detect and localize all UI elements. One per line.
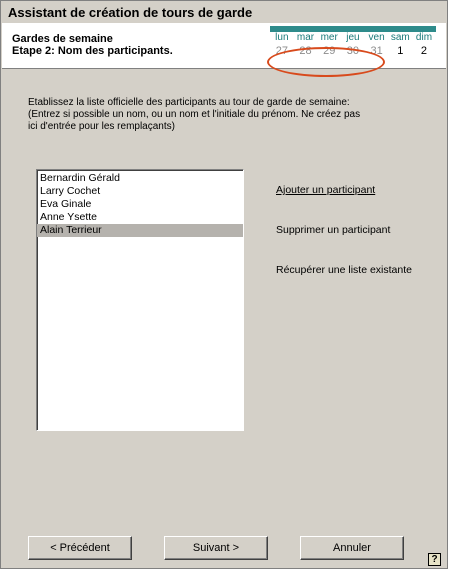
instruction-line: (Entrez si possible un nom, ou un nom et l'initiale du prénom. Ne créez pas: [28, 109, 361, 120]
calendar-date: 31: [370, 45, 383, 57]
help-icon[interactable]: ?: [428, 553, 441, 566]
calendar-day: sam: [390, 32, 410, 43]
step-subheading: Etape 2: Nom des participants.: [12, 45, 173, 57]
remove-participant-link[interactable]: Supprimer un participant: [276, 224, 391, 236]
cancel-button[interactable]: Annuler: [300, 536, 404, 560]
calendar-day: dim: [415, 32, 433, 43]
instruction-line: ici d'entrée pour les remplaçants): [28, 121, 175, 132]
calendar-date: 28: [299, 45, 312, 57]
calendar-days: [270, 32, 436, 43]
title-bar[interactable]: [2, 2, 446, 24]
calendar-day: mar: [296, 32, 315, 43]
calendar-date: 1: [397, 45, 404, 57]
calendar-day: jeu: [346, 32, 360, 43]
calendar-date: 30: [346, 45, 360, 57]
next-button[interactable]: Suivant >: [164, 536, 268, 560]
participant-item[interactable]: Eva Ginale: [40, 198, 92, 210]
calendar-day: ven: [368, 32, 385, 43]
recover-list-link[interactable]: Récupérer une liste existante: [276, 264, 412, 276]
instruction-line: Etablissez la liste officielle des participants au tour de garde de semaine:: [28, 97, 350, 108]
calendar-day: mer: [320, 32, 338, 43]
weekday-highlight-ellipse: [267, 47, 385, 77]
participant-item-selected[interactable]: Alain Terrieur: [37, 224, 243, 237]
participant-item[interactable]: Bernardin Gérald: [40, 172, 120, 184]
previous-button[interactable]: < Précédent: [28, 536, 132, 560]
calendar-day: lun: [275, 32, 289, 43]
calendar-date: 27: [275, 45, 288, 57]
wizard-header: [2, 23, 446, 69]
participants-listbox[interactable]: [36, 169, 244, 431]
add-participant-link[interactable]: Ajouter un participant: [276, 184, 376, 196]
calendar-date: 2: [420, 45, 428, 57]
window-title: Assistant de création de tours de garde: [8, 5, 253, 20]
participant-item[interactable]: Larry Cochet: [40, 185, 101, 197]
participant-item[interactable]: Anne Ysette: [40, 211, 98, 223]
step-heading: Gardes de semaine: [12, 33, 113, 45]
calendar-date: 29: [323, 45, 336, 57]
